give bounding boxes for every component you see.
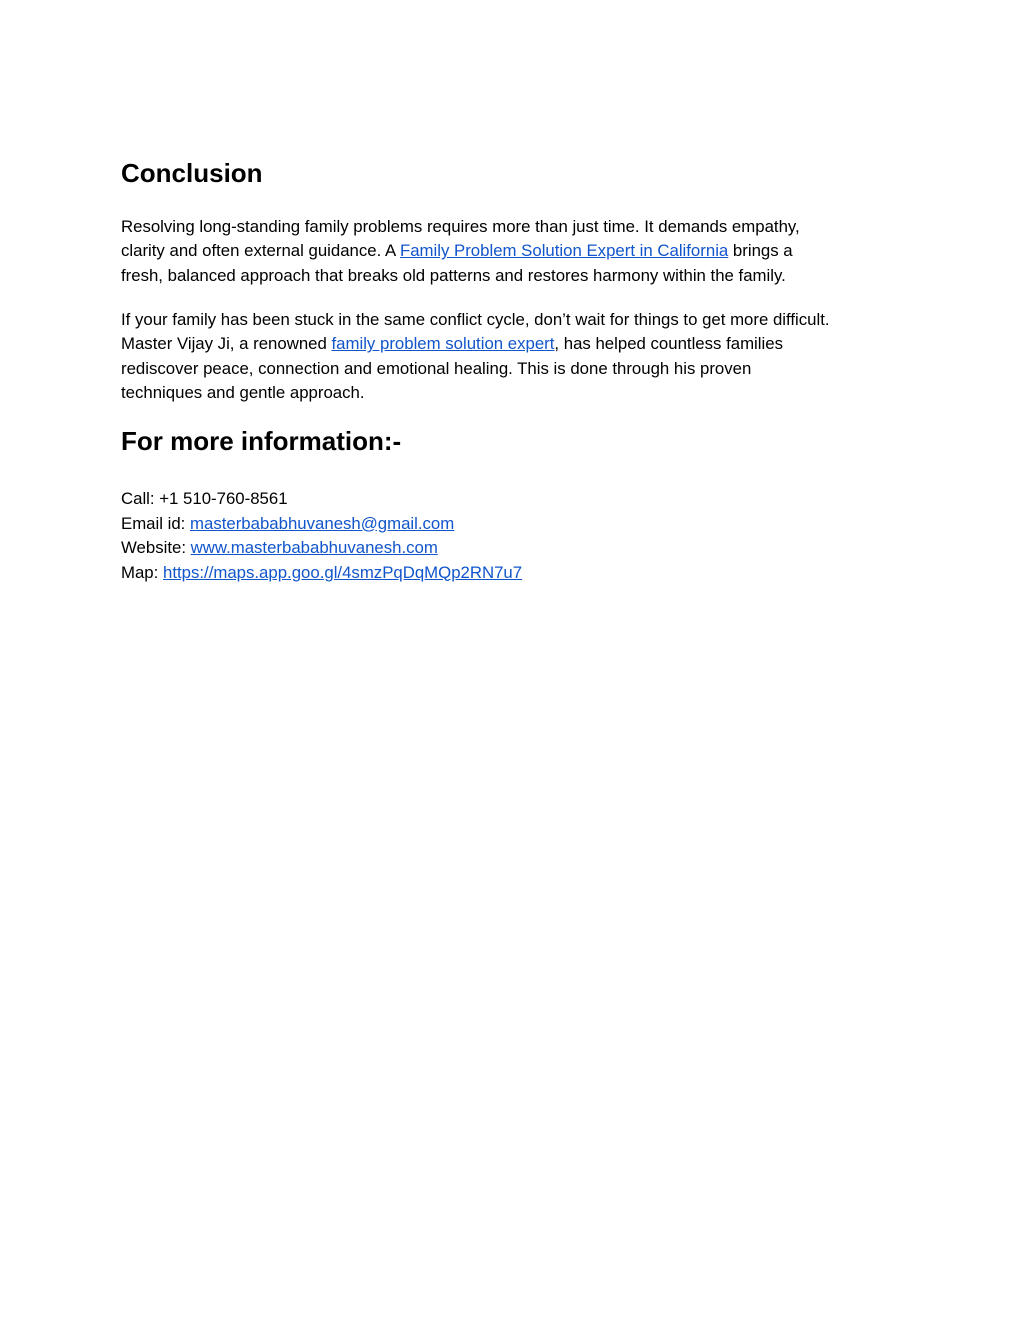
call-line: Call: +1 510-760-8561	[121, 489, 288, 508]
para2-line-4: techniques and gentle approach.	[121, 382, 365, 402]
website-line	[121, 536, 522, 561]
contact-block	[121, 487, 522, 585]
para2-line-2-text-before: Master Vijay Ji, a renowned	[121, 334, 332, 354]
para1-line-2-text-after: brings a	[728, 241, 793, 261]
conclusion-heading: Conclusion	[121, 158, 263, 188]
email-link[interactable]: masterbababhuvanesh@gmail.com	[190, 513, 455, 533]
map-line	[121, 561, 522, 586]
para2-line-2-text-after: , has helped countless families	[554, 334, 783, 354]
email-label: Email id:	[121, 513, 191, 533]
conclusion-paragraph-1	[121, 215, 911, 288]
para1-line-1: Resolving long-standing family problems requires more than just time. It demands empathy,	[121, 217, 800, 236]
map-link[interactable]: https://maps.app.goo.gl/4smzPqDqMQp2RN7u7	[162, 562, 523, 582]
website-link[interactable]: www.masterbababhuvanesh.com	[190, 538, 438, 557]
map-label: Map:	[121, 562, 163, 582]
para1-line-3: fresh, balanced approach that breaks old patterns and restores harmony within the family.	[121, 265, 786, 285]
website-label: Website:	[121, 538, 191, 557]
para1-line-2	[121, 239, 911, 263]
conclusion-paragraph-2	[121, 308, 911, 405]
para2-line-3: rediscover peace, connection and emotional healing. This is done through his proven	[121, 358, 752, 378]
family-problem-solution-expert-link[interactable]: family problem solution expert	[331, 334, 555, 354]
email-line	[121, 512, 522, 537]
para2-line-2	[121, 332, 911, 356]
more-information-heading: For more information:-	[121, 426, 402, 456]
para1-line-2-text-before: clarity and often external guidance. A	[121, 241, 400, 261]
family-problem-expert-california-link[interactable]: Family Problem Solution Expert in California	[399, 241, 729, 261]
para2-line-1: If your family has been stuck in the same conflict cycle, don’t wait for things to get more difficult.	[121, 310, 830, 329]
